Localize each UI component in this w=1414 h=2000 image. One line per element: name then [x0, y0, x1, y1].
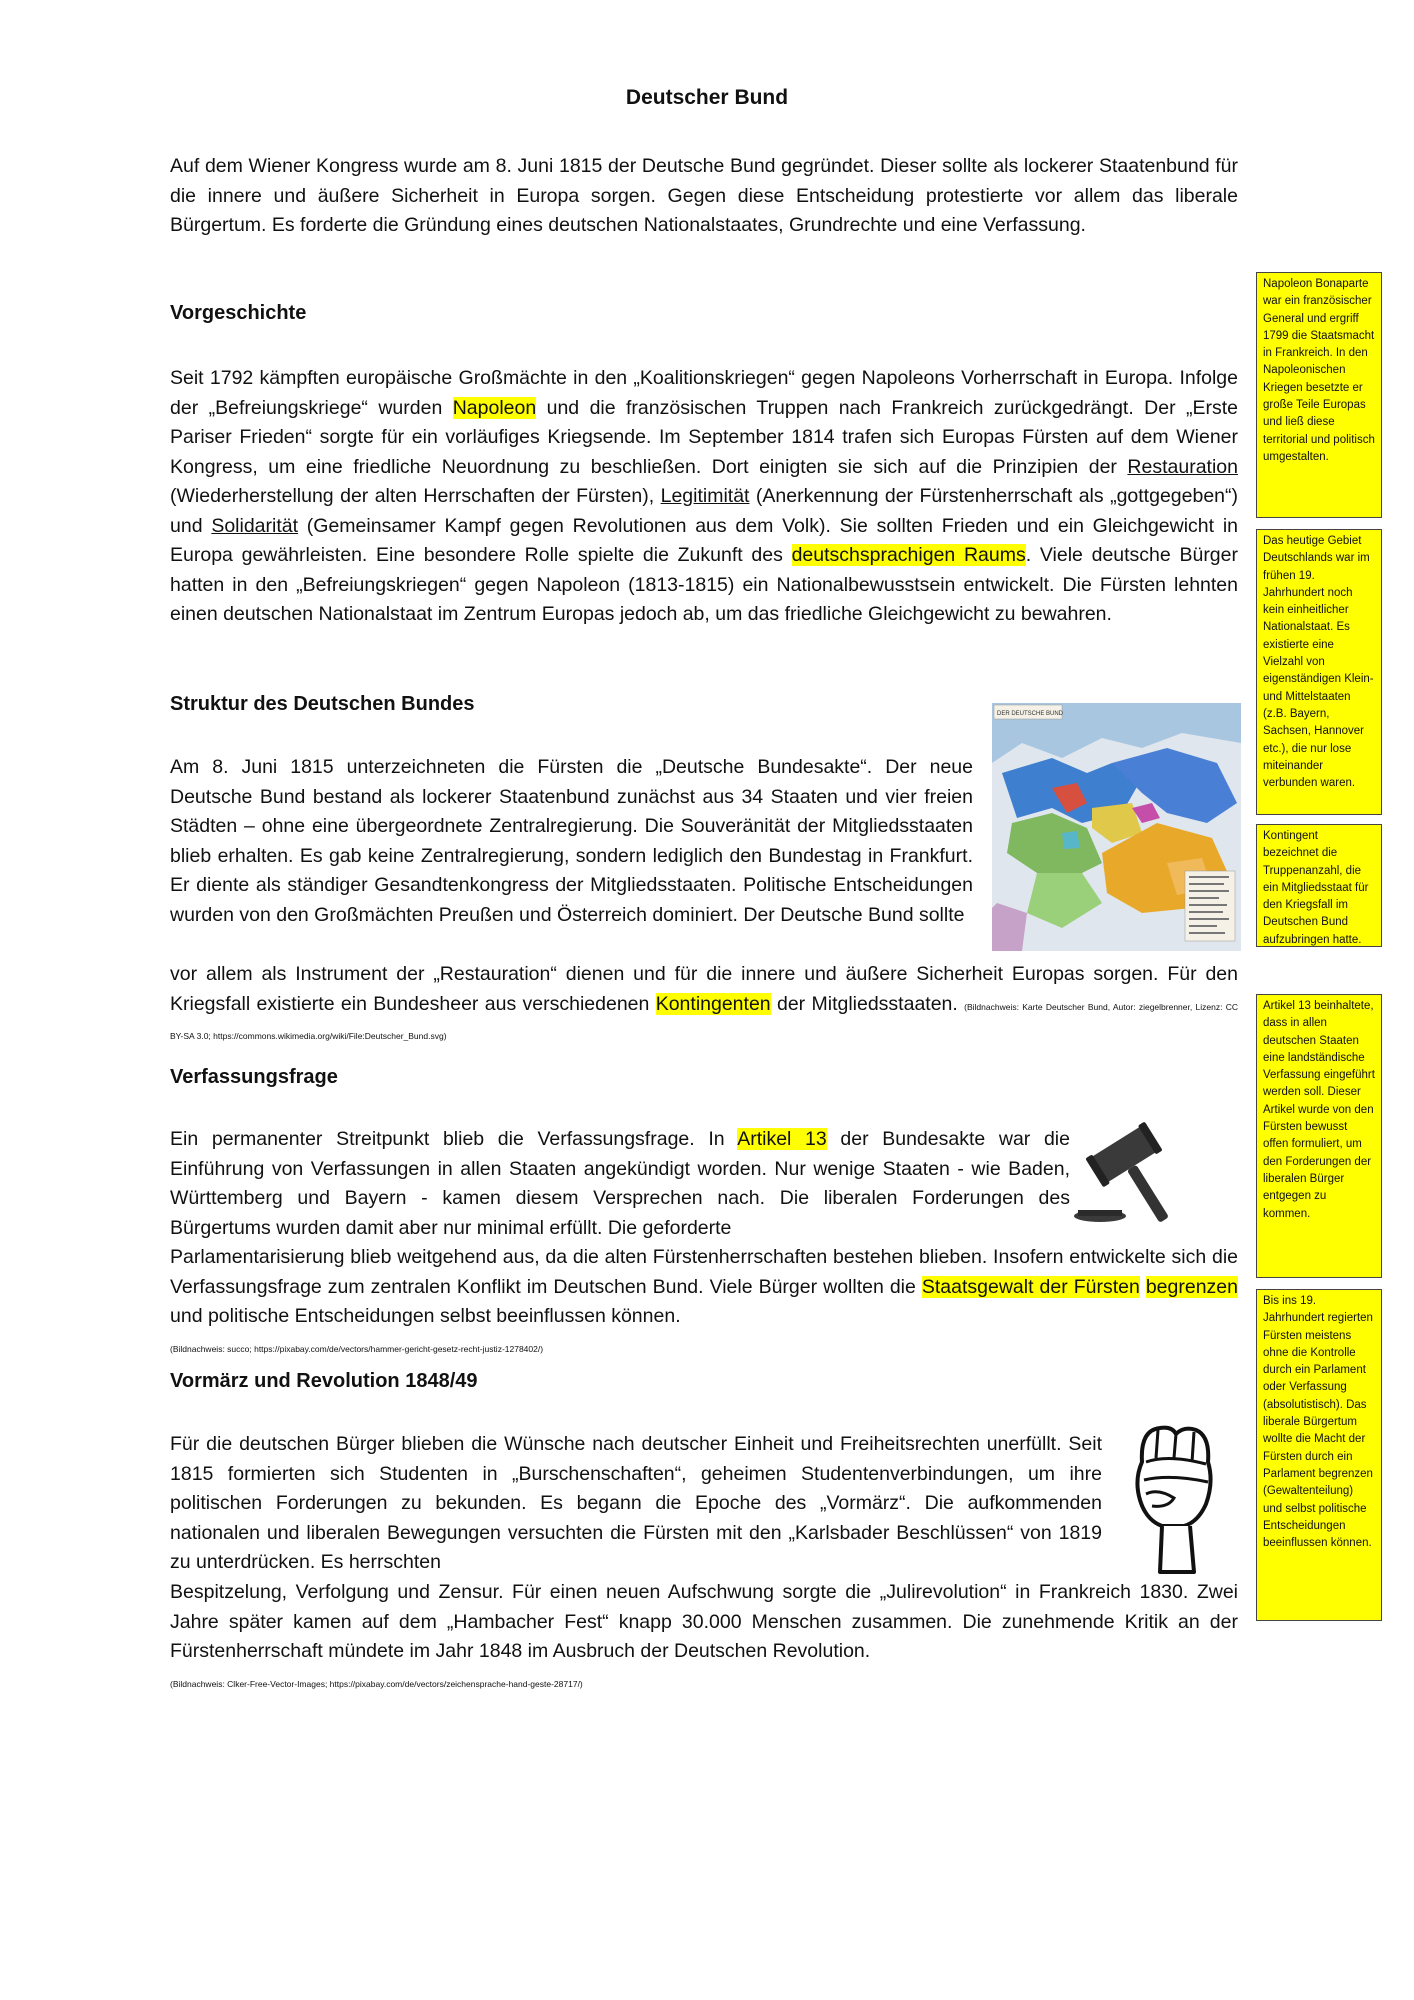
highlight-begrenzen: begrenzen	[1145, 1275, 1238, 1298]
text: Seit 1792 kämpften europäische Großmächte in den „Koalitionskriegen“ gegen Napoleons Vorherrschaft in Europa. Infolge der „Befreiungskriege“ wurden	[170, 367, 1238, 419]
margin-note-napoleon: Napoleon Bonaparte war ein französischer General und ergriff 1799 die Staatsmacht in Frankreich. In den Napoleonischen Kriegen besetzte er große Teile Europas und ließ diese territorial und politisch umgestalten.	[1256, 272, 1382, 518]
text: Am 8. Juni 1815 unterzeichneten die Fürsten die „Deutsche Bundesakte“. Der neue Deutsche Bund bestand als lockerer Staatenbund zunächst aus 34 Staaten und vier freien Städten – ohne eine übergeordnete Zentralregierung. Die Souveränität der Mitgliedsstaaten blieb erhalten. Es gab keine Zentralregierung, sondern lediglich den Bundestag in Frankfurt. Er diente als ständiger Gesandtenkongress der Mitgliedsstaaten. Politische Entscheidungen wurden von den Großmächten Preußen und Österreich dominiert. Der Deutsche Bund sollte	[170, 756, 973, 926]
heading-vorgeschichte: Vorgeschichte	[170, 302, 307, 324]
fist-icon	[1128, 1422, 1218, 1577]
image-credit-map: (Bildnachweis: Karte Deutscher Bund, Autor: ziegelbrenner, Lizenz: CC BY-SA 3.0; https://commons.wikimedia.org/wiki/File:Deutscher_Bund.svg)	[170, 1001, 1238, 1041]
text: der Bundesakte war die Einführung von Verfassungen in allen Staaten angekündigt worden. Nur wenige Staaten - wie Baden, Württemberg und Bayern - kamen diesem Versprechen nach. Die liberalen Forderungen des Bürgertums wurden damit aber nur minimal erfüllt. Die geforderte	[170, 1128, 1070, 1239]
gavel-icon	[1070, 1116, 1188, 1228]
intro-paragraph	[170, 152, 1238, 241]
text: und die französischen Truppen nach Frankreich zurückgedrängt. Der „Erste Pariser Frieden“ sorgte für ein vorläufiges Kriegsende. Im September 1814 trafen sich Europas Fürsten auf dem Wiener Kongress, um eine friedliche Neuordnung zu beschließen. Dort einigten sie sich auf die Prinzipien der	[170, 396, 1239, 478]
page-title: Deutscher Bund	[625, 86, 789, 109]
map-title: DER DEUTSCHE BUND	[997, 711, 1064, 717]
text: Ein permanenter Streitpunkt blieb die Verfassungsfrage. In	[170, 1128, 738, 1150]
vorgeschichte-paragraph	[170, 364, 1238, 630]
highlight-napoleon: Napoleon	[452, 396, 537, 419]
heading-vormaerz: Vormärz und Revolution 1848/49	[170, 1370, 478, 1392]
vormaerz-paragraph-wide	[170, 1578, 1238, 1696]
vormaerz-paragraph-narrow	[170, 1430, 1102, 1578]
highlight-kontingenten: Kontingenten	[655, 992, 771, 1015]
margin-note-artikel-13: Artikel 13 beinhaltete, dass in allen deutschen Staaten eine landständische Verfassung eingeführt werden soll. Dieser Artikel wurde von den Fürsten bewusst offen formuliert, um den Forderungen der liberalen Bürger entgegen zu kommen.	[1256, 994, 1382, 1278]
struktur-paragraph-wide	[170, 960, 1238, 1049]
margin-note-fuerstenherrschaft: Bis ins 19. Jahrhundert regierten Fürsten meistens ohne die Kontrolle durch ein Parlament oder Verfassung (absolutistisch). Das liberale Bürgertum wollte die Macht der Fürsten durch ein Parlament begrenzen (Gewaltenteilung) und selbst politische Entscheidungen beeinflussen können.	[1256, 1289, 1382, 1621]
text: Für die deutschen Bürger blieben die Wünsche nach deutscher Einheit und Freiheitsrechten unerfüllt. Seit 1815 formierten sich Studenten in „Burschenschaften“, geheimen Studentenverbindungen, um ihre politischen Forderungen zu bekunden. Es begann die Epoche des „Vormärz“. Die aufkommenden nationalen und liberalen Bewegungen versuchten die Fürsten mit den „Karlsbader Beschlüssen“ von 1819 zu unterdrücken. Es herrschten	[170, 1433, 1102, 1573]
verfassungsfrage-paragraph-narrow	[170, 1125, 1070, 1243]
text: der Mitgliedsstaaten.	[770, 992, 965, 1015]
text: (Gemeinsamer Kampf gegen Revolutionen aus dem Volk). Sie sollten Frieden und ein Gleichgewicht in Europa gewährleisten. Eine besondere Rolle spielte die Zukunft des	[170, 514, 1239, 566]
text: . Viele deutsche Bürger hatten in den „Befreiungskriegen“ gegen Napoleon (1813-1815) ein Nationalbewusstsein entwickelt. Die Fürsten lehnten einen deutschen Nationalstaat im Zentrum Europas jedoch ab, um das friedliche Gleichgewicht zu bewahren.	[170, 544, 1238, 625]
term-restauration: Restauration	[1127, 455, 1238, 478]
highlight-artikel-13: Artikel 13	[737, 1128, 827, 1150]
intro-text: Auf dem Wiener Kongress wurde am 8. Juni 1815 der Deutsche Bund gegründet. Dieser sollte als lockerer Staatenbund für die innere und äußere Sicherheit in Europa sorgen. Gegen diese Entscheidung protestierte vor allem das liberale Bürgertum. Es forderte die Gründung eines deutschen Nationalstaates, Grundrechte und eine Verfassung.	[170, 155, 1238, 236]
highlight-deutschsprachigen-raums: deutschsprachigen Raums	[791, 544, 1026, 566]
margin-note-deutschland: Das heutige Gebiet Deutschlands war im frühen 19. Jahrhundert noch kein einheitlicher Nationalstaat. Es existierte eine Vielzahl von eigenständigen Klein- und Mittelstaaten (z.B. Bayern, Sachsen, Hannover etc.), die nur lose miteinander verbunden waren.	[1256, 529, 1382, 815]
map-deutscher-bund	[992, 703, 1241, 951]
text: Bespitzelung, Verfolgung und Zensur. Für einen neuen Aufschwung sorgte die „Julirevolution“ in Frankreich 1830. Zwei Jahre später kamen auf dem „Hambacher Fest“ knapp 30.000 Menschen zusammen. Die zunehmende Kritik an der Fürstenherrschaft mündete im Jahr 1848 im Ausbruch der Deutschen Revolution.	[170, 1581, 1238, 1662]
text: und politische Entscheidungen selbst beeinflussen können.	[170, 1305, 681, 1327]
term-legitimitaet: Legitimität	[660, 485, 750, 507]
term-solidaritaet: Solidarität	[211, 514, 299, 537]
text: (Wiederherstellung der alten Herrschaften der Fürsten),	[170, 485, 661, 507]
heading-verfassungsfrage: Verfassungsfrage	[170, 1066, 338, 1088]
heading-struktur: Struktur des Deutschen Bundes	[170, 693, 475, 715]
text: vor allem als Instrument der „Restauration“ dienen und für die innere und äußere Sicherheit Europas sorgen. Für den Kriegsfall existierte ein Bundesheer aus verschiedenen	[170, 963, 1238, 1015]
image-credit-hammer: (Bildnachweis: succo; https://pixabay.com/de/vectors/hammer-gericht-gesetz-recht-justiz-1278402/)	[170, 1343, 544, 1354]
margin-note-kontingent: Kontingent bezeichnet die Truppenanzahl, die ein Mitgliedsstaat für den Kriegsfall im Deutschen Bund aufzubringen hatte.	[1256, 824, 1382, 947]
text: (Anerkennung der Fürstenherrschaft als „gottgegeben“) und	[170, 485, 1239, 537]
verfassungsfrage-paragraph-wide	[170, 1243, 1238, 1361]
text: Parlamentarisierung blieb weitgehend aus, da die alten Fürstenherrschaften bestehen blieben. Insofern entwickelte sich die Verfassungsfrage zum zentralen Konflikt im Deutschen Bund. Viele Bürger wollten die	[170, 1246, 1238, 1298]
struktur-paragraph-narrow	[170, 753, 973, 930]
image-credit-fist: (Bildnachweis: Clker-Free-Vector-Images; https://pixabay.com/de/vectors/zeichensprache-hand-geste-28717/)	[170, 1678, 583, 1689]
highlight-staatsgewalt: Staatsgewalt der Fürsten	[921, 1275, 1140, 1298]
